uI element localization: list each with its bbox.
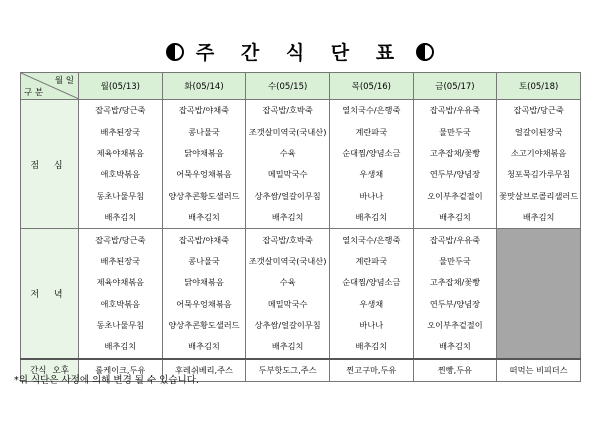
menu-cell: 계란파국 bbox=[329, 121, 413, 142]
menu-cell: 배추김치 bbox=[497, 207, 581, 229]
menu-cell: 오이부추겉절이 bbox=[413, 186, 497, 207]
menu-cell: 제육야채볶음 bbox=[79, 143, 163, 164]
lunch-row bbox=[21, 164, 581, 185]
menu-cell: 상추쌈/얼갈이무침 bbox=[246, 186, 330, 207]
menu-cell: 잡곡밥/야채죽 bbox=[162, 229, 246, 251]
corner-cell bbox=[21, 73, 79, 100]
menu-cell: 배추된장국 bbox=[79, 251, 163, 272]
menu-cell: 잡곡밥/야채죽 bbox=[162, 100, 246, 122]
menu-cell: 조갯살미역국(국내산) bbox=[246, 251, 330, 272]
half-moon-icon bbox=[166, 43, 184, 61]
menu-cell: 배추김치 bbox=[79, 336, 163, 358]
menu-cell: 메밀막국수 bbox=[246, 294, 330, 315]
dinner-label: 저 녁 bbox=[21, 229, 79, 359]
menu-cell: 바나나 bbox=[329, 315, 413, 336]
menu-cell: 배추김치 bbox=[246, 336, 330, 358]
menu-cell: 물만두국 bbox=[413, 121, 497, 142]
menu-cell: 배추김치 bbox=[329, 207, 413, 229]
day-header: 수(05/15) bbox=[246, 73, 330, 100]
dinner-row bbox=[21, 315, 581, 336]
menu-cell: 청포묵김가루무침 bbox=[497, 164, 581, 185]
menu-cell: 상추쌈/얼갈이무침 bbox=[246, 315, 330, 336]
menu-cell: 소고기야채볶음 bbox=[497, 143, 581, 164]
menu-cell: 배추된장국 bbox=[79, 121, 163, 142]
menu-cell: 연두부/양념장 bbox=[413, 164, 497, 185]
menu-cell: 조갯살미역국(국내산) bbox=[246, 121, 330, 142]
menu-cell: 순대찜/양념소금 bbox=[329, 143, 413, 164]
menu-cell: 우생채 bbox=[329, 294, 413, 315]
menu-cell: 배추김치 bbox=[246, 207, 330, 229]
menu-cell: 배추김치 bbox=[79, 207, 163, 229]
snack-label-a: 간식 bbox=[30, 366, 47, 377]
menu-cell: 순대찜/양념소금 bbox=[329, 272, 413, 293]
menu-cell: 동초나물무침 bbox=[79, 186, 163, 207]
day-header: 금(05/17) bbox=[413, 73, 497, 100]
snack-cell: 찐고구마,두유 bbox=[329, 359, 413, 382]
day-header: 토(05/18) bbox=[497, 73, 581, 100]
menu-cell: 잡곡밥/호박죽 bbox=[246, 229, 330, 251]
menu-cell: 수육 bbox=[246, 143, 330, 164]
corner-class-label: 구 분 bbox=[24, 88, 44, 98]
dinner-row bbox=[21, 294, 581, 315]
menu-cell: 어묵우엉채볶음 bbox=[162, 164, 246, 185]
menu-cell: 메밀막국수 bbox=[246, 164, 330, 185]
menu-cell: 열치국수/은행죽 bbox=[329, 100, 413, 122]
menu-cell: 양상추콘황도샐러드 bbox=[162, 186, 246, 207]
menu-cell: 잡곡밥/호박죽 bbox=[246, 100, 330, 122]
table-header-row bbox=[21, 73, 581, 100]
lunch-row bbox=[21, 121, 581, 142]
menu-cell: 제육야채볶음 bbox=[79, 272, 163, 293]
closed-cell bbox=[497, 229, 581, 359]
menu-cell: 바나나 bbox=[329, 186, 413, 207]
snack-cell: 두부핫도그,주스 bbox=[246, 359, 330, 382]
menu-cell: 꽃맛살브로콜리샐러드 bbox=[497, 186, 581, 207]
dinner-row bbox=[21, 336, 581, 358]
page-title: 주 간 식 단 표 bbox=[195, 42, 405, 64]
menu-cell: 고추잡채/꽃빵 bbox=[413, 143, 497, 164]
lunch-row bbox=[21, 207, 581, 229]
menu-cell: 동초나물무침 bbox=[79, 315, 163, 336]
menu-cell: 연두부/양념장 bbox=[413, 294, 497, 315]
menu-cell: 양상추콘황도샐러드 bbox=[162, 315, 246, 336]
menu-cell: 얼갈이된장국 bbox=[497, 121, 581, 142]
menu-cell: 배추김치 bbox=[413, 207, 497, 229]
lunch-label: 점 심 bbox=[21, 100, 79, 229]
menu-cell: 고추잡채/꽃빵 bbox=[413, 272, 497, 293]
dinner-row bbox=[21, 251, 581, 272]
day-header: 목(05/16) bbox=[329, 73, 413, 100]
snack-cell: 롤케이크,두유 bbox=[79, 359, 163, 382]
lunch-row bbox=[21, 100, 581, 122]
lunch-row bbox=[21, 143, 581, 164]
snack-label-b: 오후 bbox=[52, 366, 69, 377]
menu-cell: 잡곡밥/우유죽 bbox=[413, 229, 497, 251]
menu-cell: 열치국수/은행죽 bbox=[329, 229, 413, 251]
menu-cell: 우생채 bbox=[329, 164, 413, 185]
menu-cell: 배추김치 bbox=[413, 336, 497, 358]
half-moon-icon bbox=[416, 43, 434, 61]
snack-cell: 찐빵,두유 bbox=[413, 359, 497, 382]
menu-cell: 물만두국 bbox=[413, 251, 497, 272]
weekly-menu-table bbox=[20, 72, 581, 382]
menu-title-row bbox=[0, 38, 600, 65]
footnote: *위 식단은 사정에 의해 변경 될 수 있습니다. bbox=[14, 375, 199, 386]
menu-cell: 닭야채볶음 bbox=[162, 272, 246, 293]
menu-cell: 닭야채볶음 bbox=[162, 143, 246, 164]
menu-cell: 배추김치 bbox=[162, 207, 246, 229]
menu-cell: 배추김치 bbox=[329, 336, 413, 358]
lunch-row bbox=[21, 186, 581, 207]
menu-cell: 잡곡밥/당근죽 bbox=[79, 229, 163, 251]
menu-cell: 애호박볶음 bbox=[79, 164, 163, 185]
corner-day-label: 월 일 bbox=[54, 76, 74, 86]
menu-cell: 오이부추겉절이 bbox=[413, 315, 497, 336]
menu-cell: 배추김치 bbox=[162, 336, 246, 358]
menu-cell: 콩나물국 bbox=[162, 121, 246, 142]
snack-cell: 떠먹는 비피더스 bbox=[497, 359, 581, 382]
menu-cell: 잡곡밥/우유죽 bbox=[413, 100, 497, 122]
menu-cell: 어묵우엉채볶음 bbox=[162, 294, 246, 315]
dinner-row bbox=[21, 229, 581, 251]
menu-cell: 애호박볶음 bbox=[79, 294, 163, 315]
day-header: 월(05/13) bbox=[79, 73, 163, 100]
day-header: 화(05/14) bbox=[162, 73, 246, 100]
menu-cell: 잡곡밥/당근죽 bbox=[79, 100, 163, 122]
snack-cell: 후레쉬베리,주스 bbox=[162, 359, 246, 382]
menu-cell: 잡곡밥/당근죽 bbox=[497, 100, 581, 122]
menu-cell: 수육 bbox=[246, 272, 330, 293]
menu-cell: 계란파국 bbox=[329, 251, 413, 272]
menu-cell: 콩나물국 bbox=[162, 251, 246, 272]
dinner-row bbox=[21, 272, 581, 293]
